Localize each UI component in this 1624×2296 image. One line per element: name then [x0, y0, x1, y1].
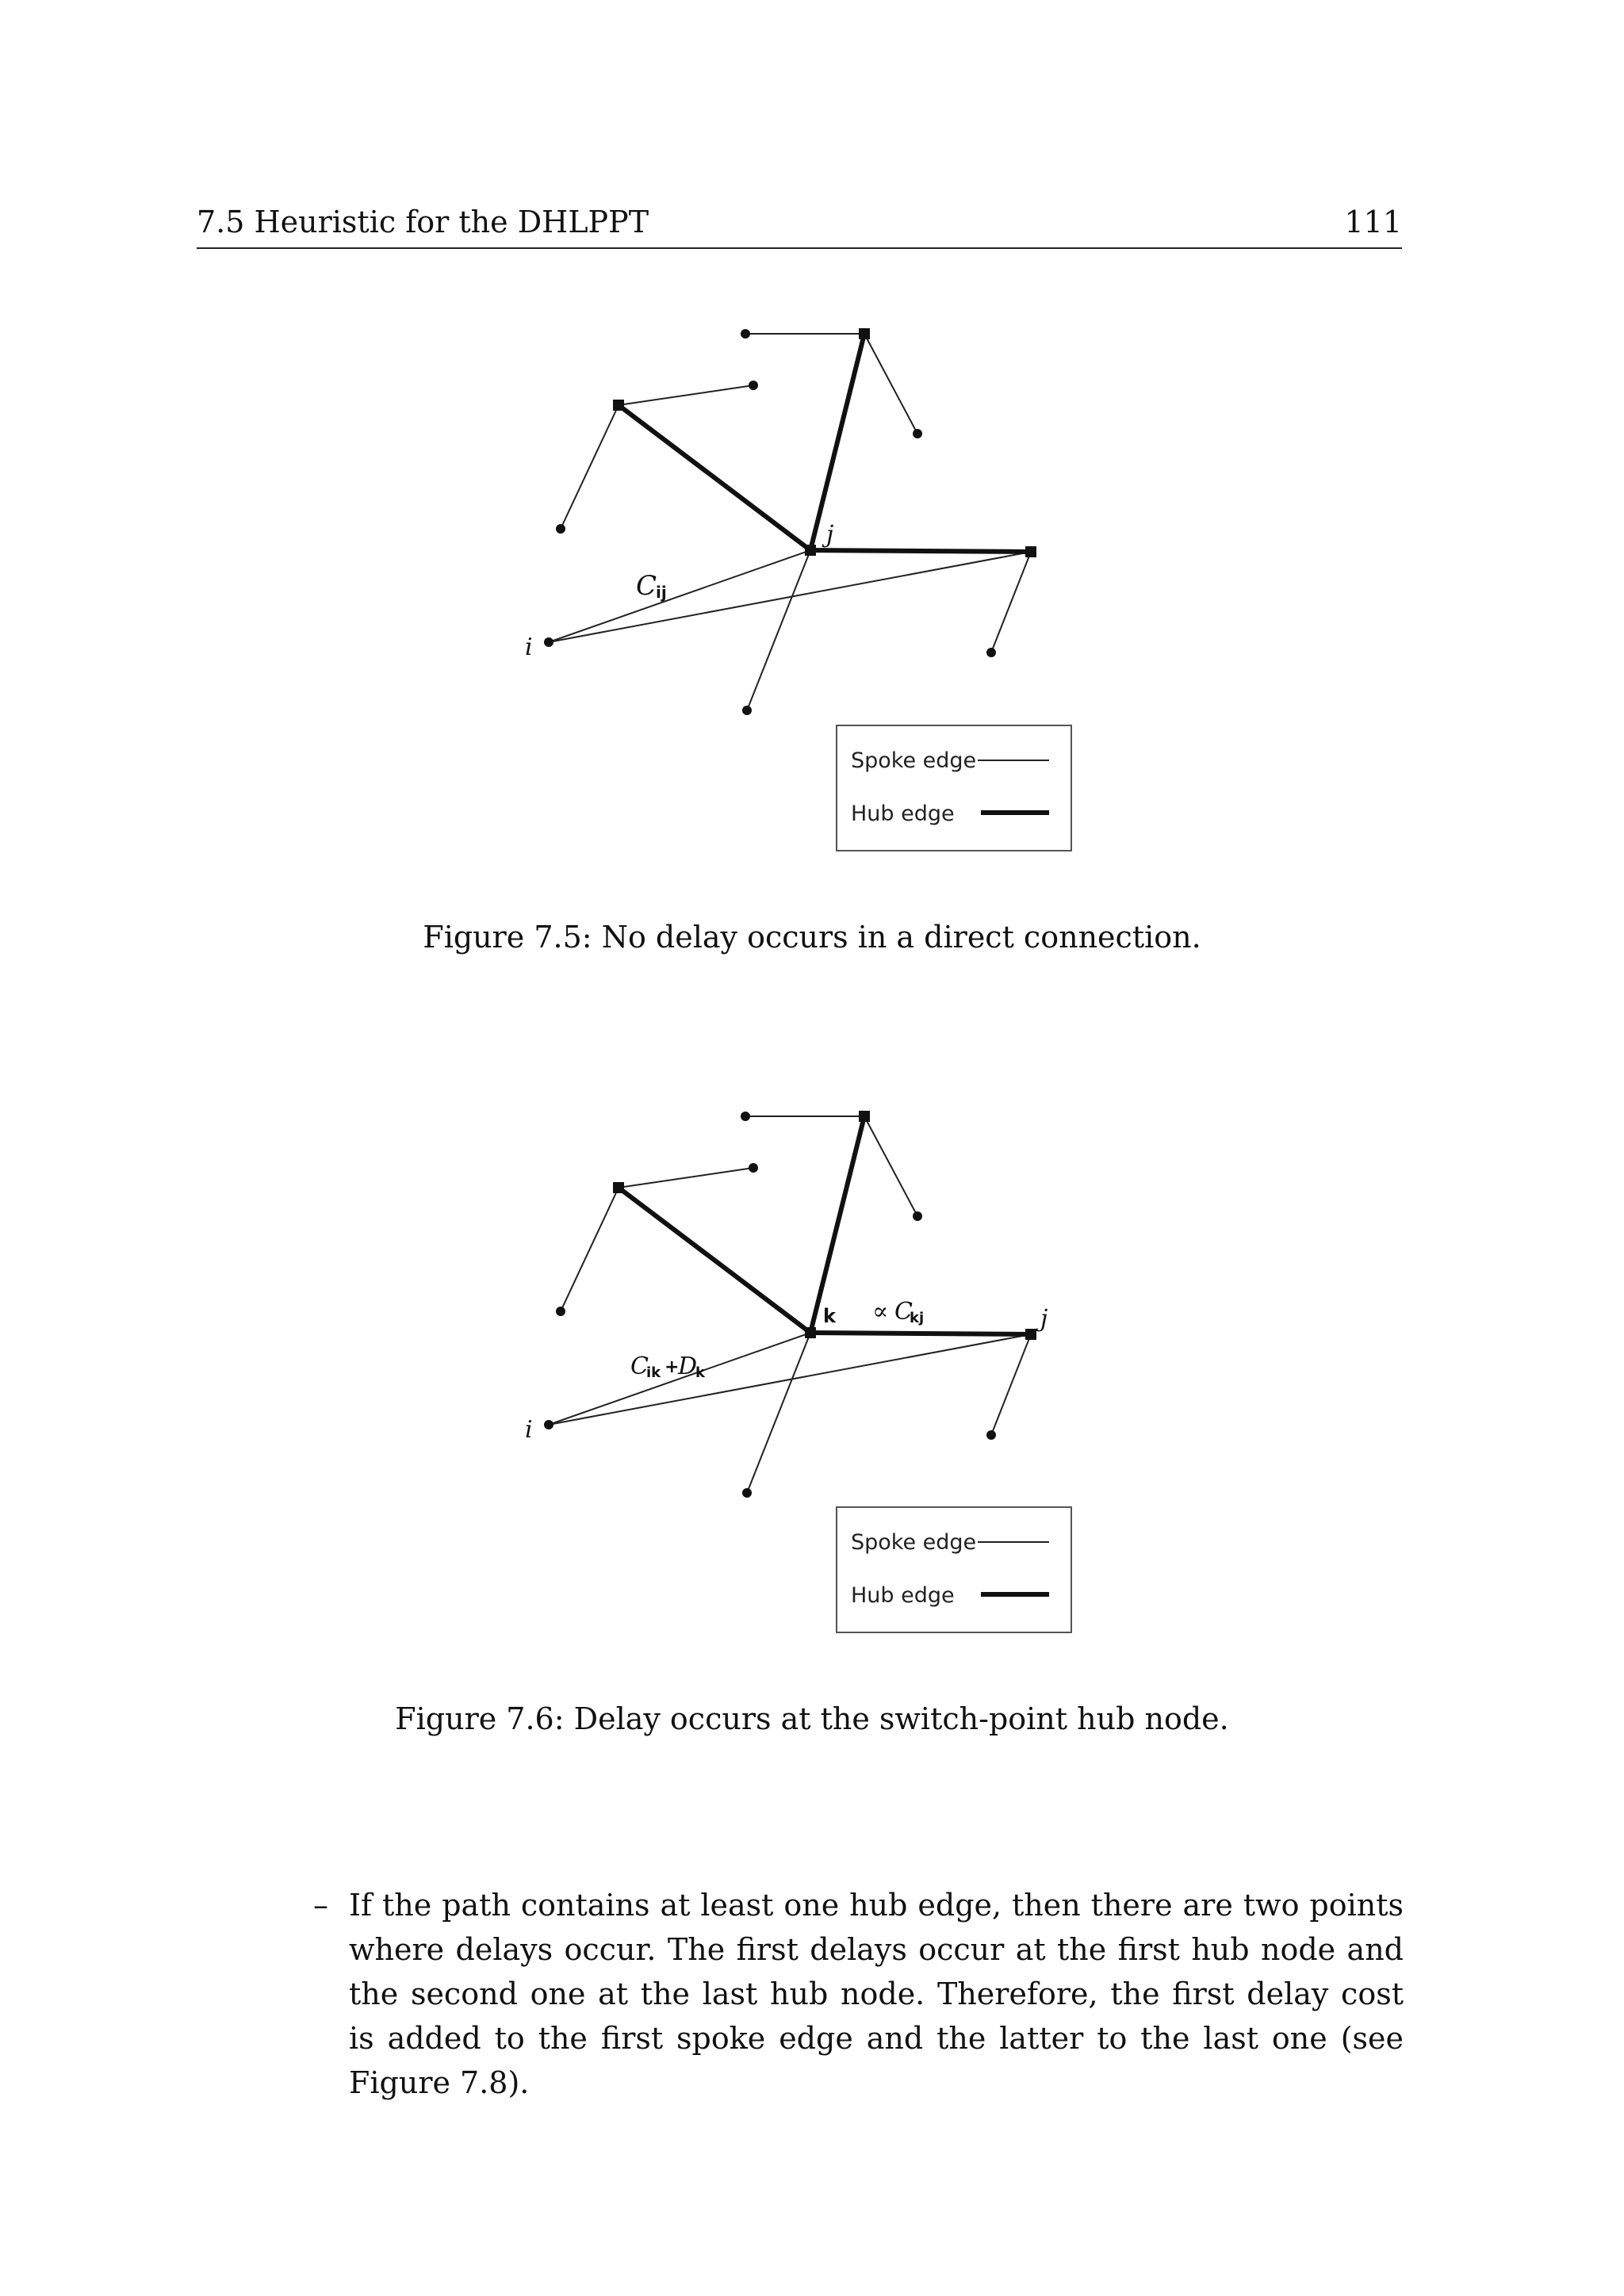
spoke-edge [561, 1188, 619, 1311]
hub-edge [810, 1333, 1031, 1334]
legend-hub-label: Hub edge [851, 1583, 955, 1608]
spoke-edge [619, 1168, 753, 1188]
list-bullet: – [313, 1888, 328, 1923]
spoke-edge [747, 1333, 810, 1493]
spoke-node [749, 1163, 758, 1173]
spoke-node [742, 1488, 752, 1498]
hub-node-j [1025, 1329, 1036, 1340]
spoke-node [741, 1112, 750, 1121]
spoke-edge [864, 1116, 917, 1216]
edge-label-plus: + [665, 1357, 680, 1377]
edge-label-cik: C [630, 1353, 649, 1380]
legend-spoke-label: Spoke edge [851, 1530, 977, 1555]
edge-label-alpha: ∝ [872, 1298, 889, 1326]
edge-label-dk: D [678, 1353, 698, 1380]
spoke-node [913, 1211, 922, 1221]
legend-box [837, 1507, 1071, 1632]
body-paragraph: If the path contains at least one hub edge, then there are two points where delays occur. The first delays occur at the first hub node and the second one at the last hub node. Therefore, the first delay cost is added to the first spoke edge and the latter to the last one (see Figure 7.8). [349, 1888, 1404, 2100]
edge-label-ckj-sub: kj [910, 1310, 925, 1326]
node-label-i: i [525, 633, 533, 661]
node-label-i: i [525, 1416, 533, 1444]
hub-node [859, 1111, 870, 1122]
edge-label-ckj: C [894, 1298, 913, 1326]
edge-label-cij-sub: ij [656, 583, 667, 602]
spoke-node-i [544, 1420, 553, 1429]
node-label-j: j [1040, 1305, 1048, 1333]
spoke-node [986, 1430, 996, 1440]
figure-7-6-caption: Figure 7.6: Delay occurs at the switch-point hub node. [395, 1701, 1229, 1736]
figure-7-5-caption: Figure 7.5: No delay occurs in a direct connection. [423, 920, 1201, 955]
node-label-j: j [826, 521, 834, 549]
spoke-node [556, 1307, 565, 1316]
edge-label-dk-sub: k [695, 1364, 705, 1381]
spoke-edge [549, 1334, 1031, 1425]
hub-edge [619, 1188, 810, 1333]
spoke-edge [991, 1334, 1031, 1435]
node-label-k: k [823, 1305, 836, 1327]
legend [837, 1507, 1071, 1632]
page-number: 111 [1344, 205, 1402, 239]
hub-node [613, 1182, 624, 1193]
edge-label-cij: C [636, 570, 657, 602]
hub-node-k [805, 1327, 816, 1338]
edge-label-cik-sub: ik [646, 1364, 661, 1381]
section-title: 7.5 Heuristic for the DHLPPT [197, 205, 649, 239]
hub-edge [810, 1116, 864, 1333]
legend-hub-label: Hub edge [851, 802, 955, 826]
legend-spoke-label: Spoke edge [851, 748, 977, 773]
